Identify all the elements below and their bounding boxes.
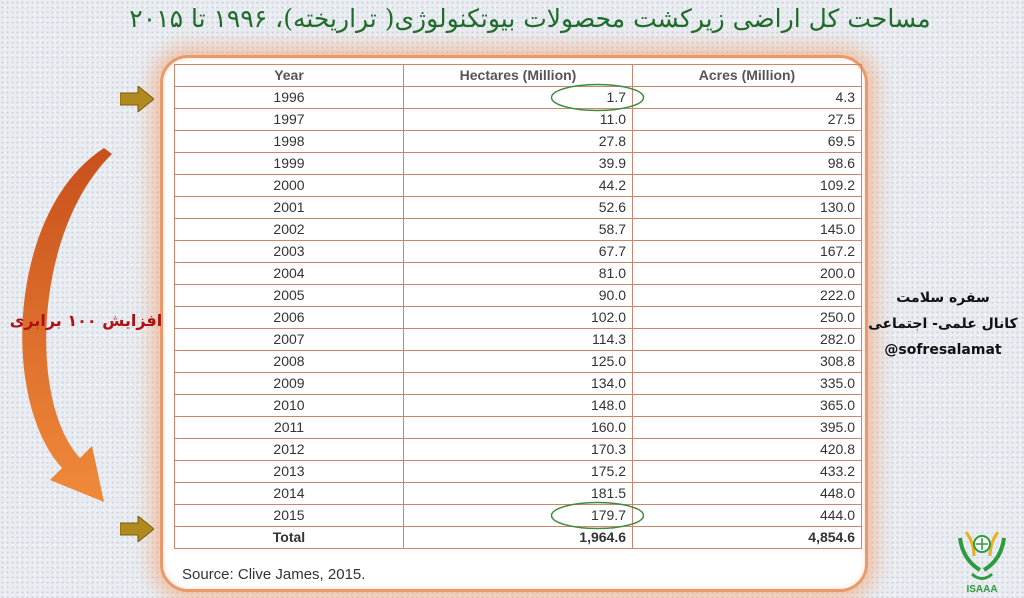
table-row (175, 483, 862, 505)
hectares-cell: 39.9 (404, 153, 633, 175)
table-row (175, 285, 862, 307)
year-cell: 2012 (175, 439, 404, 461)
header-acres: Acres (Million) (633, 65, 862, 87)
acres-cell: 444.0 (633, 505, 862, 527)
year-cell: 2010 (175, 395, 404, 417)
credit-channel-type: کانال علمی- اجتماعی (868, 316, 1018, 332)
table-row (175, 109, 862, 131)
hectares-cell: 114.3 (404, 329, 633, 351)
hectares-cell: 58.7 (404, 219, 633, 241)
acres-cell: 433.2 (633, 461, 862, 483)
acres-cell: 365.0 (633, 395, 862, 417)
increase-annotation: افزایش ۱۰۰ برابری (9, 311, 163, 330)
arrow-marker-2015-icon (120, 516, 154, 542)
source-note: Source: Clive James, 2015. (182, 566, 366, 583)
year-cell: 2003 (175, 241, 404, 263)
total-acres-cell: 4,854.6 (633, 527, 862, 549)
table-row (175, 131, 862, 153)
hectares-cell: 52.6 (404, 197, 633, 219)
table-row (175, 417, 862, 439)
header-hectares: Hectares (Million) (404, 65, 633, 87)
table-row (175, 373, 862, 395)
year-cell: 2011 (175, 417, 404, 439)
hectares-cell: 181.5 (404, 483, 633, 505)
acres-cell: 130.0 (633, 197, 862, 219)
year-cell: 1999 (175, 153, 404, 175)
table-row (175, 329, 862, 351)
acres-cell: 250.0 (633, 307, 862, 329)
year-cell: 2004 (175, 263, 404, 285)
table-row (175, 153, 862, 175)
year-cell: 2005 (175, 285, 404, 307)
year-cell: 2014 (175, 483, 404, 505)
table-row (175, 87, 862, 109)
acres-cell: 4.3 (633, 87, 862, 109)
hectares-cell: 179.7 (404, 505, 633, 527)
acres-cell: 308.8 (633, 351, 862, 373)
biotech-area-table (174, 64, 862, 549)
hectares-cell: 175.2 (404, 461, 633, 483)
table-row (175, 439, 862, 461)
hectares-cell: 125.0 (404, 351, 633, 373)
year-cell: 2000 (175, 175, 404, 197)
table-row (175, 351, 862, 373)
year-cell: 2002 (175, 219, 404, 241)
isaaa-logo-icon (952, 524, 1012, 596)
year-cell: 2008 (175, 351, 404, 373)
acres-cell: 27.5 (633, 109, 862, 131)
table-body (175, 87, 862, 549)
header-year: Year (175, 65, 404, 87)
table-row (175, 219, 862, 241)
acres-cell: 98.6 (633, 153, 862, 175)
acres-cell: 145.0 (633, 219, 862, 241)
acres-cell: 335.0 (633, 373, 862, 395)
hectares-cell: 148.0 (404, 395, 633, 417)
hectares-cell: 81.0 (404, 263, 633, 285)
table-row (175, 175, 862, 197)
total-label-cell: Total (175, 527, 404, 549)
acres-cell: 448.0 (633, 483, 862, 505)
acres-cell: 167.2 (633, 241, 862, 263)
hectares-cell: 170.3 (404, 439, 633, 461)
table-row (175, 197, 862, 219)
hectares-cell: 27.8 (404, 131, 633, 153)
year-cell: 2006 (175, 307, 404, 329)
table-row (175, 263, 862, 285)
credit-channel-name: سفره سلامت (896, 290, 990, 306)
table-row (175, 461, 862, 483)
year-cell: 2015 (175, 505, 404, 527)
year-cell: 2013 (175, 461, 404, 483)
slide-title: مساحت کل اراضی زیرکشت محصولات بیوتکنولوژی( تراریخته)، ۱۹۹۶ تا ۲۰۱۵ (129, 4, 931, 33)
acres-cell: 222.0 (633, 285, 862, 307)
table-row (175, 395, 862, 417)
logo-text: ISAAA (966, 584, 998, 595)
year-cell: 2007 (175, 329, 404, 351)
acres-cell: 109.2 (633, 175, 862, 197)
year-cell: 1996 (175, 87, 404, 109)
acres-cell: 395.0 (633, 417, 862, 439)
hectares-cell: 102.0 (404, 307, 633, 329)
table-row (175, 307, 862, 329)
hectares-cell: 90.0 (404, 285, 633, 307)
year-cell: 2009 (175, 373, 404, 395)
acres-cell: 282.0 (633, 329, 862, 351)
hectares-cell: 1.7 (404, 87, 633, 109)
total-hectares-cell: 1,964.6 (404, 527, 633, 549)
hectares-cell: 44.2 (404, 175, 633, 197)
acres-cell: 200.0 (633, 263, 862, 285)
table-row (175, 241, 862, 263)
year-cell: 1997 (175, 109, 404, 131)
hectares-cell: 11.0 (404, 109, 633, 131)
year-cell: 2001 (175, 197, 404, 219)
hectares-cell: 134.0 (404, 373, 633, 395)
acres-cell: 420.8 (633, 439, 862, 461)
credit-handle: @sofresalamat (884, 342, 1002, 358)
table-header-row (175, 65, 862, 87)
hectares-cell: 160.0 (404, 417, 633, 439)
table-total-row (175, 527, 862, 549)
acres-cell: 69.5 (633, 131, 862, 153)
hectares-cell: 67.7 (404, 241, 633, 263)
table-row (175, 505, 862, 527)
year-cell: 1998 (175, 131, 404, 153)
arrow-marker-1996-icon (120, 86, 154, 112)
